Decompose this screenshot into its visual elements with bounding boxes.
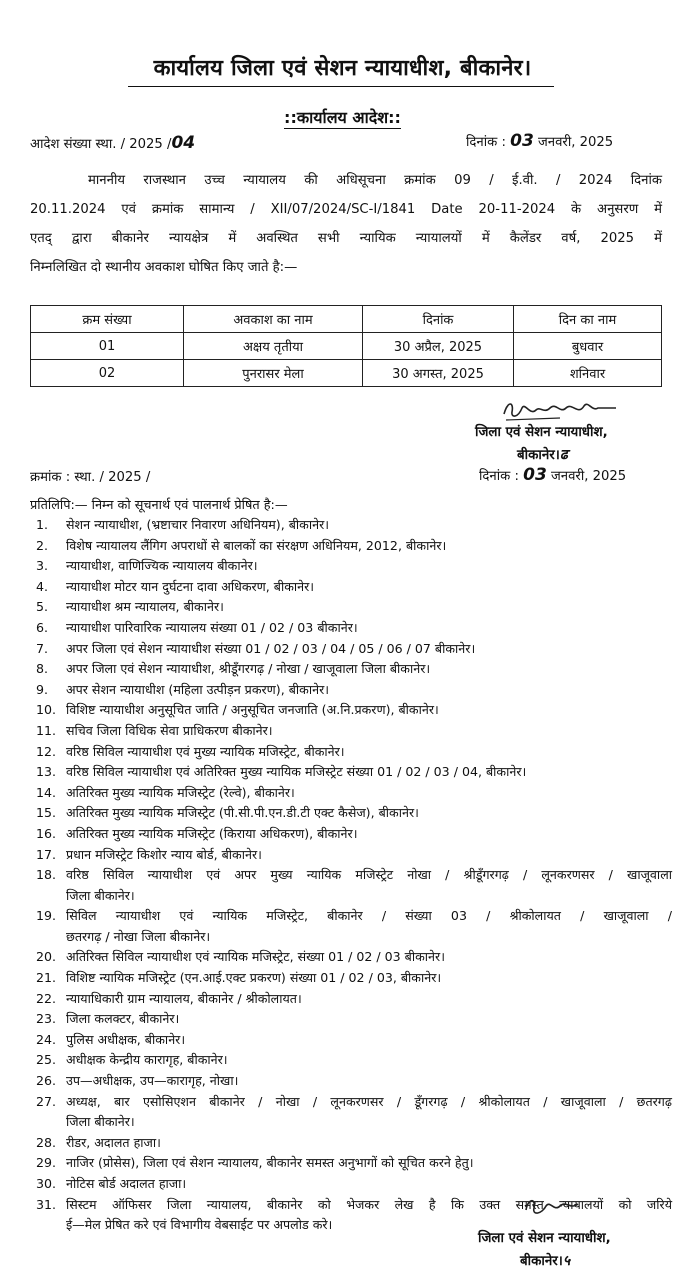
list-item-text xyxy=(66,1030,672,1051)
list-item xyxy=(36,762,672,783)
copy-list xyxy=(36,515,672,1236)
list-item-text xyxy=(66,659,672,680)
list-item-number: 27. xyxy=(36,1093,57,1109)
list-item-number: 11. xyxy=(36,722,57,738)
list-item-text xyxy=(66,597,672,618)
list-item-number: 12. xyxy=(36,743,57,759)
list-item-line: सिविल न्यायाधीश एवं न्यायिक मजिस्ट्रेट, बीकानेर / संख्या 03 / श्रीकोलायत / खाजूवाला / xyxy=(66,908,672,924)
list-item-text xyxy=(66,947,672,968)
list-item xyxy=(36,1153,672,1174)
list-item-line: अतिरिक्त सिविल न्यायाधीश एवं न्यायिक मजिस्ट्रेट, संख्या 01 / 02 / 03 बीकानेर। xyxy=(66,949,445,965)
list-item-text xyxy=(66,1153,672,1174)
list-item-number: 14. xyxy=(36,784,57,800)
list-item-line: अधीक्षक केन्द्रीय कारागृह, बीकानेर। xyxy=(66,1052,228,1068)
list-item-text xyxy=(66,721,672,742)
signature-designation: जिला एवं सेशन न्यायाधीश, xyxy=(475,425,608,440)
list-item-number: 20. xyxy=(36,949,57,965)
signature-scribble xyxy=(500,396,620,424)
list-item-text xyxy=(66,1092,672,1133)
list-item-line: अपर जिला एवं सेशन न्यायाधीश संख्या 01 / 02 / 03 / 04 / 05 / 06 / 07 बीकानेर। xyxy=(66,640,476,656)
title-underline xyxy=(128,86,554,87)
list-item-number: 9. xyxy=(36,681,49,697)
list-item-text xyxy=(66,968,672,989)
list-item-number: 17. xyxy=(36,846,57,862)
list-item-line: वरिष्ठ सिविल न्यायाधीश एवं मुख्य न्यायिक मजिस्ट्रेट, बीकानेर। xyxy=(66,743,345,759)
list-item xyxy=(36,1071,672,1092)
list-item-number: 13. xyxy=(36,764,57,780)
signature-block-1 xyxy=(475,422,608,467)
list-item-number: 29. xyxy=(36,1155,57,1171)
table-cell: अक्षय तृतीया xyxy=(184,333,363,360)
list-item-text xyxy=(66,515,672,536)
list-item xyxy=(36,536,672,557)
body-line: माननीय राजस्थान उच्च न्यायालय की अधिसूचना क्रमांक 09 / ई.वी. / 2024 दिनांक xyxy=(88,173,662,188)
list-item-line: उप—अधीक्षक, उप—कारागृह, नोखा। xyxy=(66,1073,239,1089)
list-item xyxy=(36,742,672,763)
list-item-text xyxy=(66,865,672,906)
list-item-line: छतरगढ़ / नोखा जिला बीकानेर। xyxy=(66,928,211,944)
list-item-text xyxy=(66,577,672,598)
list-item-line: रीडर, अदालत हाजा। xyxy=(66,1134,161,1150)
signature-place: बीकानेर।५ xyxy=(520,1253,571,1269)
list-item-number: 18. xyxy=(36,867,57,883)
order-heading: ::कार्यालय आदेश:: xyxy=(284,108,401,127)
list-item-number: 23. xyxy=(36,1011,57,1027)
list-item xyxy=(36,783,672,804)
order-date-handwritten: 03 xyxy=(510,131,534,151)
list-item-text xyxy=(66,742,672,763)
order-body xyxy=(30,166,662,282)
list-item-text xyxy=(66,803,672,824)
cc-intro: प्रतिलिपि:— निम्न को सूचनार्थ एवं पालनार्थ प्रेषित है:— xyxy=(30,498,288,513)
list-item-number: 5. xyxy=(36,599,49,615)
list-item-number: 10. xyxy=(36,702,57,718)
list-item xyxy=(36,824,672,845)
table-row xyxy=(31,333,662,360)
list-item-text xyxy=(66,700,672,721)
list-item-line: अध्यक्ष, बार एसोसिएशन बीकानेर / नोखा / लूनकरणसर / डूँगरगढ़ / श्रीकोलायत / खाजूवाला / छतरगढ़ xyxy=(66,1093,672,1109)
list-item-text xyxy=(66,906,672,947)
list-item-number: 24. xyxy=(36,1031,57,1047)
list-item-text xyxy=(66,783,672,804)
list-item xyxy=(36,865,672,906)
list-item-number: 26. xyxy=(36,1073,57,1089)
list-item-line: नोटिस बोर्ड अदालत हाजा। xyxy=(66,1176,187,1191)
list-item xyxy=(36,515,672,536)
list-item-text xyxy=(66,762,672,783)
list-item xyxy=(36,1030,672,1051)
body-line: एतद् द्वारा बीकानेर न्यायक्षेत्र में अवस्थित सभी न्यायिक न्यायालयों में कैलेंडर वर्ष, 2025 में xyxy=(30,231,662,246)
list-item-line: सेशन न्यायाधीश, (भ्रष्टाचार निवारण अधिनियम), बीकानेर। xyxy=(66,517,329,532)
list-item-text xyxy=(66,618,672,639)
list-item-text xyxy=(66,1174,672,1195)
list-item xyxy=(36,659,672,680)
list-item-text xyxy=(66,536,672,557)
signature-block-2 xyxy=(478,1228,611,1273)
table-cell: 30 अप्रैल, 2025 xyxy=(363,333,514,360)
list-item-line: वरिष्ठ सिविल न्यायाधीश एवं अतिरिक्त मुख्य न्यायिक मजिस्ट्रेट संख्या 01 / 02 / 03 / 04, बीकानेर। xyxy=(66,764,527,780)
signature-place: बीकानेर।ढ xyxy=(517,447,568,463)
list-item xyxy=(36,721,672,742)
list-item xyxy=(36,1092,672,1133)
list-item-number: 3. xyxy=(36,558,49,574)
list-item-line: अतिरिक्त मुख्य न्यायिक मजिस्ट्रेट (किराया अधिकरण), बीकानेर। xyxy=(66,825,358,841)
table-row xyxy=(31,360,662,387)
list-item-line: न्यायाधिकारी ग्राम न्यायालय, बीकानेर / श्रीकोलायत। xyxy=(66,990,302,1006)
table-cell: पुनरासर मेला xyxy=(184,360,363,387)
list-item xyxy=(36,947,672,968)
list-item-line: विशेष न्यायालय लैंगिग अपराधों से बालकों का संरक्षण अधिनियम, 2012, बीकानेर। xyxy=(66,537,447,553)
list-item xyxy=(36,680,672,701)
list-item xyxy=(36,845,672,866)
body-line: निम्नलिखित दो स्थानीय अवकाश घोषित किए जाते है:— xyxy=(30,260,298,275)
list-item-line: वरिष्ठ सिविल न्यायाधीश एवं अपर मुख्य न्यायिक मजिस्ट्रेट नोखा / श्रीडूँगरगढ़ / लूनकरणसर / खाजूवाला xyxy=(66,867,672,883)
list-item-number: 31. xyxy=(36,1196,57,1212)
list-item-number: 1. xyxy=(36,517,49,532)
list-item-line: पुलिस अधीक्षक, बीकानेर। xyxy=(66,1031,186,1047)
list-item-line: न्यायाधीश पारिवारिक न्यायालय संख्या 01 / 02 / 03 बीकानेर। xyxy=(66,619,358,635)
list-item-text xyxy=(66,639,672,660)
list-item-line: विशिष्ट न्यायिक मजिस्ट्रेट (एन.आई.एक्ट प्रकरण) संख्या 01 / 02 / 03, बीकानेर। xyxy=(66,970,442,986)
list-item-number: 25. xyxy=(36,1052,57,1068)
list-item xyxy=(36,577,672,598)
list-item-line: ई—मेल प्रेषित करे एवं विभागीय वेबसाईट पर अपलोड करे। xyxy=(66,1217,333,1233)
list-item-line: जिला बीकानेर। xyxy=(66,887,135,903)
dispatch-date-handwritten: 03 xyxy=(523,465,547,485)
order-number: आदेश संख्या स्था. / 2025 /04 xyxy=(30,133,196,153)
list-item-number: 30. xyxy=(36,1176,57,1191)
signature-mark: ५ xyxy=(562,1253,571,1269)
holiday-table xyxy=(30,305,662,387)
order-date: दिनांक : 03 जनवरी, 2025 xyxy=(466,131,614,151)
list-item-line: नाजिर (प्रोसेस), जिला एवं सेशन न्यायालय, बीकानेर समस्त अनुभागों को सूचित करने हेतु। xyxy=(66,1155,474,1171)
list-item-text xyxy=(66,845,672,866)
list-item-number: 2. xyxy=(36,537,49,553)
list-item-number: 15. xyxy=(36,805,57,821)
list-item-line: अपर सेशन न्यायाधीश (महिला उत्पीड़न प्रकरण), बीकानेर। xyxy=(66,681,329,697)
list-item xyxy=(36,906,672,947)
header-cell: दिन का नाम xyxy=(514,306,662,333)
list-item xyxy=(36,1133,672,1154)
header-cell: अवकाश का नाम xyxy=(184,306,363,333)
list-item xyxy=(36,597,672,618)
list-item-number: 22. xyxy=(36,990,57,1006)
list-item-line: न्यायाधीश, वाणिज्यिक न्यायालय बीकानेर। xyxy=(66,558,258,574)
list-item-line: सिस्टम ऑफिसर जिला न्यायालय, बीकानेर को भेजकर लेख है कि उक्त समस्त न्यायालयों को जरिये xyxy=(66,1196,672,1212)
list-item xyxy=(36,1174,672,1195)
table-cell: 02 xyxy=(31,360,184,387)
list-item-text xyxy=(66,1009,672,1030)
list-item xyxy=(36,968,672,989)
signature-scribble xyxy=(522,1194,586,1220)
body-line: 20.11.2024 एवं क्रमांक सामान्य / XII/07/2024/SC-I/1841 Date 20-11-2024 के अनुसरण में xyxy=(30,202,662,217)
list-item-number: 8. xyxy=(36,661,49,677)
list-item xyxy=(36,989,672,1010)
order-number-handwritten: 04 xyxy=(171,133,196,153)
list-item xyxy=(36,618,672,639)
office-title: कार्यालय जिला एवं सेशन न्यायाधीश, बीकानेर। xyxy=(153,56,532,81)
list-item-number: 16. xyxy=(36,825,57,841)
list-item-text xyxy=(66,1071,672,1092)
list-item-text xyxy=(66,680,672,701)
list-item xyxy=(36,556,672,577)
list-item-text xyxy=(66,556,672,577)
list-item-number: 7. xyxy=(36,640,49,656)
list-item-text xyxy=(66,989,672,1010)
table-cell: 01 xyxy=(31,333,184,360)
dispatch-date: दिनांक : 03 जनवरी, 2025 xyxy=(479,465,627,485)
signature-mark: ढ xyxy=(559,447,568,463)
table-cell: 30 अगस्त, 2025 xyxy=(363,360,514,387)
header-cell: क्रम संख्या xyxy=(31,306,184,333)
list-item-number: 4. xyxy=(36,578,49,594)
list-item-line: न्यायाधीश श्रम न्यायालय, बीकानेर। xyxy=(66,599,224,615)
list-item-text xyxy=(66,1133,672,1154)
list-item xyxy=(36,639,672,660)
list-item xyxy=(36,1050,672,1071)
table-header-row xyxy=(31,306,662,333)
list-item-number: 21. xyxy=(36,970,57,986)
list-item-line: जिला कलक्टर, बीकानेर। xyxy=(66,1011,180,1027)
list-item-line: विशिष्ट न्यायाधीश अनुसूचित जाति / अनुसूचित जनजाति (अ.नि.प्रकरण), बीकानेर। xyxy=(66,702,439,718)
list-item-number: 19. xyxy=(36,908,57,924)
list-item-line: सचिव जिला विधिक सेवा प्राधिकरण बीकानेर। xyxy=(66,722,273,738)
list-item-number: 6. xyxy=(36,619,49,635)
list-item-text xyxy=(66,824,672,845)
list-item-line: अतिरिक्त मुख्य न्यायिक मजिस्ट्रेट (रेल्वे), बीकानेर। xyxy=(66,784,295,800)
list-item-line: न्यायाधीश मोटर यान दुर्घटना दावा अधिकरण, बीकानेर। xyxy=(66,578,315,594)
list-item-line: प्रधान मजिस्ट्रेट किशोर न्याय बोर्ड, बीकानेर। xyxy=(66,846,262,862)
list-item xyxy=(36,803,672,824)
list-item-line: जिला बीकानेर। xyxy=(66,1114,135,1130)
list-item xyxy=(36,700,672,721)
list-item-line: अतिरिक्त मुख्य न्यायिक मजिस्ट्रेट (पी.सी.पी.एन.डी.टी एक्ट कैसेज), बीकानेर। xyxy=(66,805,419,821)
list-item xyxy=(36,1009,672,1030)
signature-designation: जिला एवं सेशन न्यायाधीश, xyxy=(478,1231,611,1246)
list-item-text xyxy=(66,1050,672,1071)
dispatch-number: क्रमांक : स्था. / 2025 / xyxy=(30,470,151,485)
header-cell: दिनांक xyxy=(363,306,514,333)
table-cell: शनिवार xyxy=(514,360,662,387)
list-item-line: अपर जिला एवं सेशन न्यायाधीश, श्रीडूँगरगढ़ / नोखा / खाजूवाला जिला बीकानेर। xyxy=(66,661,431,677)
list-item-number: 28. xyxy=(36,1134,57,1150)
table-cell: बुधवार xyxy=(514,333,662,360)
